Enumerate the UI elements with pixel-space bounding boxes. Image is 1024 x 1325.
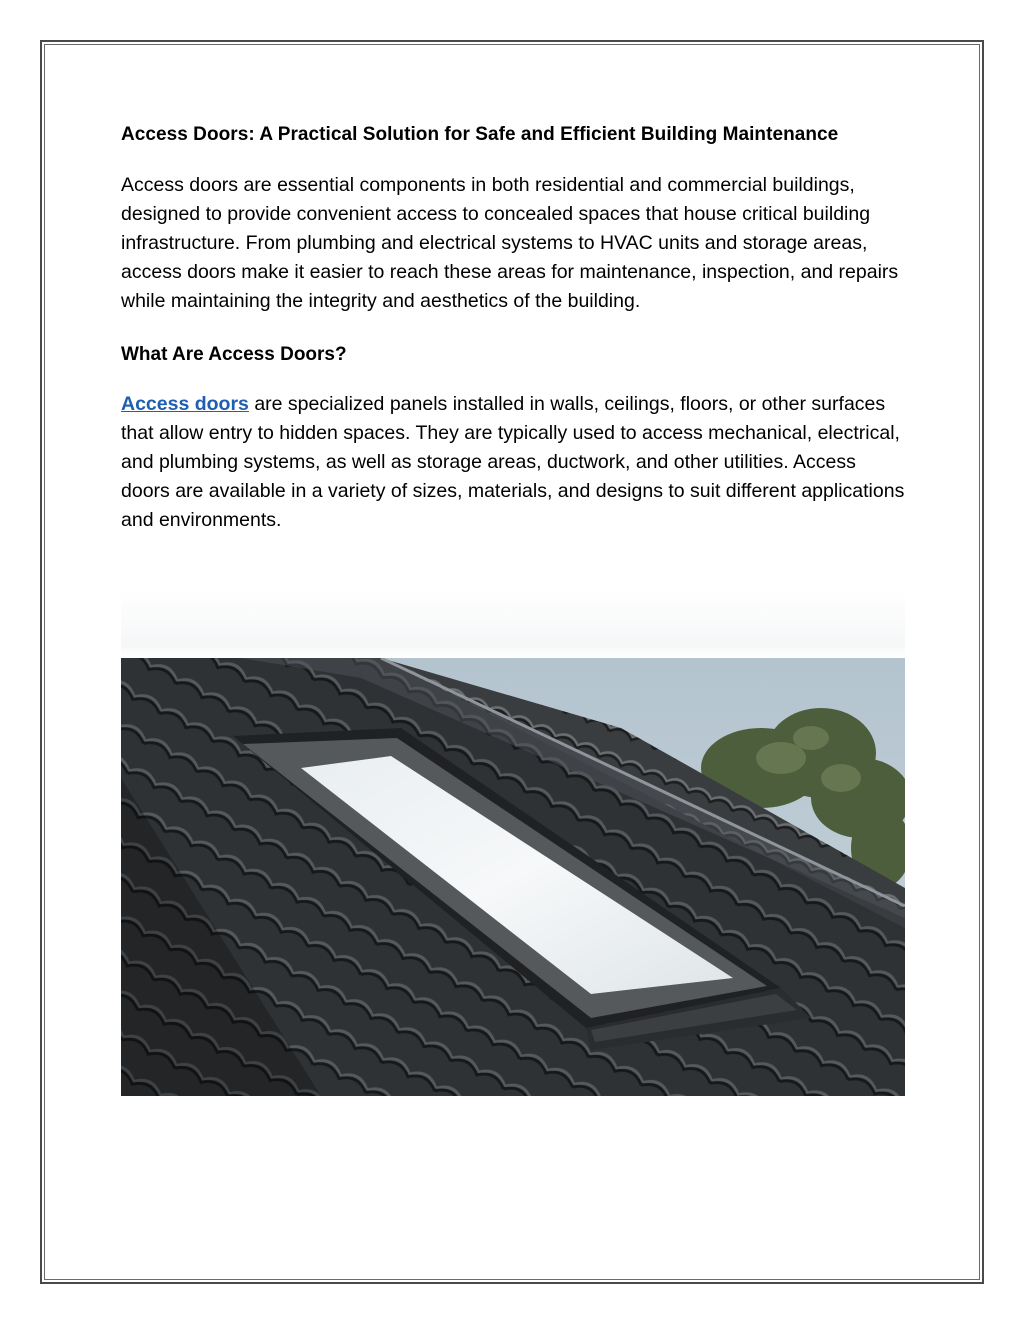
document-body — [121, 120, 905, 535]
roof-skylight-image — [121, 658, 905, 1096]
access-doors-link[interactable]: Access doors — [121, 393, 249, 415]
document-title: Access Doors: A Practical Solution for Safe and Efficient Building Maintenance — [121, 124, 839, 145]
intro-paragraph: Access doors are essential components in both residential and commercial buildings, designed to provide convenient access to concealed spaces that house critical building infrastructure. From plumbing and electrical systems to HVAC units and storage areas, access doors make it easier to reach these areas for maintenance, inspection, and repairs while maintaining the integrity and aesthetics of the building. — [121, 174, 899, 312]
section-paragraph-text: are specialized panels installed in walls, ceilings, floors, or other surfaces that allow entry to hidden spaces. They are typically used to access mechanical, electrical, and plumbing systems, as well as storage areas, ductwork, and other utilities. Access doors are available in a variety of sizes, materials, and designs to suit different applications and environments. — [121, 393, 905, 531]
image-frame — [121, 588, 905, 1168]
section-heading: What Are Access Doors? — [121, 344, 347, 365]
section-paragraph — [121, 390, 905, 535]
